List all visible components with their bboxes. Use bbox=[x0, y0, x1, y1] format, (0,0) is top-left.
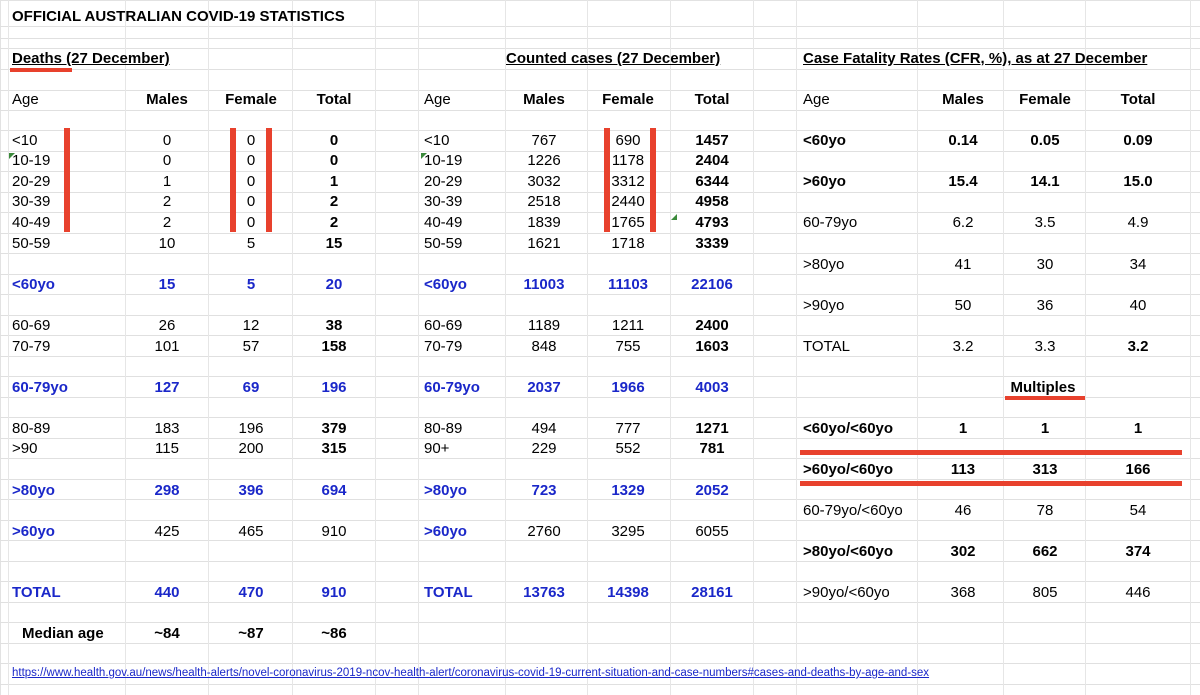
multiples-cell-total: 374 bbox=[1125, 543, 1151, 560]
highlight-bar-top bbox=[800, 450, 1182, 455]
deaths-cell-age: TOTAL bbox=[12, 584, 61, 601]
cases-cell-total: 781 bbox=[699, 440, 725, 457]
deaths-cell-males: 127 bbox=[154, 379, 180, 396]
cases-cell-female: 2440 bbox=[611, 193, 645, 210]
cases-cell-age: 70-79 bbox=[424, 338, 463, 355]
cfr-header-age: Age bbox=[803, 91, 830, 108]
sheet-title: OFFICIAL AUSTRALIAN COVID-19 STATISTICS bbox=[12, 8, 345, 25]
deaths-cell-female: 0 bbox=[246, 214, 256, 231]
multiples-cell-female: 313 bbox=[1032, 461, 1058, 478]
deaths-cell-female: 0 bbox=[246, 152, 256, 169]
cases-cell-total: 28161 bbox=[691, 584, 733, 601]
column-line bbox=[1190, 0, 1191, 695]
cases-cell-males: 767 bbox=[531, 132, 557, 149]
deaths-cell-age: >90 bbox=[12, 440, 38, 457]
row-line bbox=[0, 417, 1200, 418]
deaths-cell-males: 0 bbox=[162, 152, 172, 169]
row-line bbox=[0, 581, 1200, 582]
cases-cell-female: 552 bbox=[615, 440, 641, 457]
deaths-cell-males: 0 bbox=[162, 132, 172, 149]
multiples-cell-female: 805 bbox=[1032, 584, 1058, 601]
cases-cell-female: 755 bbox=[615, 338, 641, 355]
cfr-cell-total: 3.2 bbox=[1127, 338, 1149, 355]
multiples-cell-total: 1 bbox=[1133, 420, 1143, 437]
cfr-cell-female: 14.1 bbox=[1030, 173, 1060, 190]
deaths-cell-age: 60-69 bbox=[12, 317, 51, 334]
cfr-cell-female: 3.3 bbox=[1034, 338, 1056, 355]
deaths-cell-female: 12 bbox=[242, 317, 260, 334]
cases-cell-total: 1603 bbox=[695, 338, 729, 355]
multiples-cell-age: 60-79yo/<60yo bbox=[803, 502, 903, 519]
column-line bbox=[8, 0, 9, 695]
multiples-heading: Multiples bbox=[1010, 379, 1076, 396]
cfr-cell-female: 36 bbox=[1036, 297, 1054, 314]
column-line bbox=[1085, 0, 1086, 695]
cases-cell-female: 1178 bbox=[611, 152, 645, 169]
cfr-header-total: Total bbox=[1120, 91, 1156, 108]
cases-cell-female: 1329 bbox=[611, 482, 645, 499]
deaths-cell-total: 2 bbox=[329, 214, 339, 231]
column-line bbox=[292, 0, 293, 695]
row-line bbox=[0, 376, 1200, 377]
highlight-bar-bottom bbox=[800, 481, 1182, 486]
cfr-cell-age: <60yo bbox=[803, 132, 846, 149]
row-line bbox=[0, 69, 1200, 70]
row-line bbox=[0, 294, 1200, 295]
multiples-cell-males: 113 bbox=[950, 461, 976, 478]
cases-cell-males: 1621 bbox=[527, 235, 561, 252]
cases-cell-males: 13763 bbox=[523, 584, 565, 601]
cases-cell-males: 1226 bbox=[527, 152, 561, 169]
cases-cell-age: >60yo bbox=[424, 523, 467, 540]
deaths-cell-total: 2 bbox=[329, 193, 339, 210]
row-line bbox=[0, 171, 1200, 172]
multiples-cell-males: 368 bbox=[950, 584, 976, 601]
deaths-female-marker-right bbox=[266, 128, 272, 232]
multiples-cell-female: 78 bbox=[1036, 502, 1054, 519]
cfr-cell-female: 30 bbox=[1036, 256, 1054, 273]
cases-cell-total: 6344 bbox=[695, 173, 729, 190]
cases-cell-age: <60yo bbox=[424, 276, 467, 293]
deaths-cell-males: 115 bbox=[155, 440, 179, 457]
row-line bbox=[0, 315, 1200, 316]
median-age-males: ~84 bbox=[154, 625, 180, 642]
cases-cell-males: 2037 bbox=[527, 379, 561, 396]
cases-header-female: Female bbox=[602, 91, 654, 108]
row-line bbox=[0, 479, 1200, 480]
deaths-heading: Deaths (27 December) bbox=[12, 50, 170, 67]
cases-cell-age: 20-29 bbox=[424, 173, 463, 190]
cases-cell-males: 1839 bbox=[527, 214, 561, 231]
cases-cell-female: 3312 bbox=[611, 173, 645, 190]
row-line bbox=[0, 438, 1200, 439]
multiples-cell-total: 166 bbox=[1125, 461, 1151, 478]
deaths-cell-female: 69 bbox=[242, 379, 260, 396]
multiples-underline bbox=[1005, 396, 1085, 400]
cfr-cell-age: >60yo bbox=[803, 173, 846, 190]
cases-header-males: Males bbox=[523, 91, 565, 108]
deaths-cell-males: 26 bbox=[158, 317, 176, 334]
cases-cell-female: 11103 bbox=[607, 276, 649, 293]
column-line bbox=[505, 0, 506, 695]
row-line bbox=[0, 233, 1200, 234]
deaths-cell-total: 910 bbox=[321, 584, 347, 601]
column-line bbox=[796, 0, 797, 695]
median-age-label: Median age bbox=[22, 625, 104, 642]
deaths-cell-total: 196 bbox=[321, 379, 347, 396]
cases-cell-age: TOTAL bbox=[424, 584, 473, 601]
row-line bbox=[0, 192, 1200, 193]
row-line bbox=[0, 540, 1200, 541]
cases-cell-age: 60-69 bbox=[424, 317, 463, 334]
deaths-cell-age: 80-89 bbox=[12, 420, 51, 437]
deaths-cell-males: 183 bbox=[154, 420, 180, 437]
cfr-cell-males: 6.2 bbox=[952, 214, 974, 231]
deaths-cell-males: 1 bbox=[162, 173, 172, 190]
cases-cell-total: 4958 bbox=[695, 193, 729, 210]
deaths-cell-age: 60-79yo bbox=[12, 379, 68, 396]
cfr-cell-age: 60-79yo bbox=[803, 214, 858, 231]
cfr-header-female: Female bbox=[1019, 91, 1071, 108]
cfr-cell-total: 40 bbox=[1129, 297, 1147, 314]
column-line bbox=[670, 0, 671, 695]
cases-cell-males: 494 bbox=[531, 420, 557, 437]
deaths-cell-total: 694 bbox=[321, 482, 347, 499]
cfr-cell-males: 50 bbox=[954, 297, 972, 314]
cases-cell-total: 1457 bbox=[695, 132, 729, 149]
multiples-cell-age: <60yo/<60yo bbox=[803, 420, 894, 437]
cfr-cell-males: 0.14 bbox=[948, 132, 978, 149]
deaths-header-total: Total bbox=[316, 91, 352, 108]
row-line bbox=[0, 38, 1200, 39]
row-line bbox=[0, 151, 1200, 152]
cases-cell-female: 1765 bbox=[611, 214, 645, 231]
cases-heading: Counted cases (27 December) bbox=[506, 50, 721, 67]
cases-cell-males: 723 bbox=[531, 482, 557, 499]
cases-cell-total: 2052 bbox=[695, 482, 729, 499]
deaths-cell-total: 315 bbox=[321, 440, 347, 457]
cases-cell-males: 848 bbox=[531, 338, 557, 355]
cases-header-age: Age bbox=[424, 91, 451, 108]
column-line bbox=[587, 0, 588, 695]
cfr-cell-female: 0.05 bbox=[1030, 132, 1060, 149]
cases-female-marker-right bbox=[650, 128, 656, 232]
cfr-cell-males: 3.2 bbox=[952, 338, 974, 355]
cases-cell-total: 4003 bbox=[695, 379, 729, 396]
comment-marker bbox=[671, 214, 677, 220]
comment-marker bbox=[421, 153, 427, 159]
deaths-cell-age: 50-59 bbox=[12, 235, 51, 252]
deaths-cell-males: 440 bbox=[154, 584, 180, 601]
deaths-cell-female: 470 bbox=[238, 584, 264, 601]
deaths-cell-female: 57 bbox=[242, 338, 260, 355]
column-line bbox=[125, 0, 126, 695]
row-line bbox=[0, 253, 1200, 254]
deaths-cell-age: <60yo bbox=[12, 276, 55, 293]
cfr-cell-total: 4.9 bbox=[1127, 214, 1149, 231]
row-line bbox=[0, 622, 1200, 623]
deaths-cell-total: 379 bbox=[321, 420, 347, 437]
cases-cell-female: 14398 bbox=[607, 584, 649, 601]
cfr-cell-age: >90yo bbox=[803, 297, 845, 314]
deaths-age-marker bbox=[64, 128, 70, 232]
cases-cell-total: 2404 bbox=[695, 152, 729, 169]
multiples-cell-males: 1 bbox=[958, 420, 968, 437]
deaths-header-age: Age bbox=[12, 91, 39, 108]
median-age-total: ~86 bbox=[321, 625, 347, 642]
row-line bbox=[0, 110, 1200, 111]
cases-cell-female: 1966 bbox=[611, 379, 645, 396]
deaths-heading-underline bbox=[10, 68, 72, 72]
cases-cell-female: 690 bbox=[615, 132, 641, 149]
deaths-cell-female: 5 bbox=[246, 276, 256, 293]
cases-cell-age: 80-89 bbox=[424, 420, 463, 437]
cfr-cell-total: 15.0 bbox=[1123, 173, 1153, 190]
cases-cell-males: 2518 bbox=[527, 193, 561, 210]
multiples-cell-female: 1 bbox=[1040, 420, 1050, 437]
cases-header-total: Total bbox=[694, 91, 730, 108]
cases-cell-age: 30-39 bbox=[424, 193, 463, 210]
multiples-cell-age: >90yo/<60yo bbox=[803, 584, 890, 601]
deaths-cell-female: 0 bbox=[246, 193, 256, 210]
row-line bbox=[0, 520, 1200, 521]
cfr-cell-age: >80yo bbox=[803, 256, 845, 273]
cases-female-marker-left bbox=[604, 128, 610, 232]
cases-cell-males: 3032 bbox=[527, 173, 561, 190]
cfr-cell-total: 34 bbox=[1129, 256, 1147, 273]
multiples-cell-males: 46 bbox=[954, 502, 972, 519]
deaths-header-female: Female bbox=[225, 91, 277, 108]
cases-cell-males: 229 bbox=[531, 440, 557, 457]
row-line bbox=[0, 499, 1200, 500]
source-link[interactable]: https://www.health.gov.au/news/health-alerts/novel-coronavirus-2019-ncov-health-alert/coronavirus-covid-19-current-situation-and-case-numbers#cases-and-deaths-by-age-and-sex bbox=[12, 667, 930, 679]
cases-cell-total: 22106 bbox=[691, 276, 733, 293]
deaths-cell-total: 0 bbox=[329, 132, 339, 149]
deaths-cell-female: 0 bbox=[246, 132, 256, 149]
deaths-cell-age: 10-19 bbox=[12, 152, 51, 169]
deaths-cell-males: 101 bbox=[154, 338, 180, 355]
cases-cell-age: 90+ bbox=[424, 440, 450, 457]
deaths-cell-total: 38 bbox=[325, 317, 343, 334]
median-age-female: ~87 bbox=[238, 625, 264, 642]
deaths-cell-total: 20 bbox=[325, 276, 343, 293]
deaths-female-marker-left bbox=[230, 128, 236, 232]
multiples-cell-total: 446 bbox=[1125, 584, 1151, 601]
cases-cell-total: 1271 bbox=[695, 420, 729, 437]
row-line bbox=[0, 458, 1200, 459]
cases-cell-female: 1718 bbox=[611, 235, 645, 252]
row-line bbox=[0, 335, 1200, 336]
deaths-cell-age: >80yo bbox=[12, 482, 55, 499]
deaths-cell-total: 910 bbox=[321, 523, 347, 540]
cases-cell-age: 10-19 bbox=[424, 152, 463, 169]
deaths-cell-males: 2 bbox=[162, 193, 172, 210]
deaths-cell-males: 10 bbox=[158, 235, 176, 252]
cases-cell-age: 50-59 bbox=[424, 235, 463, 252]
cases-cell-total: 4793 bbox=[695, 214, 729, 231]
deaths-cell-age: >60yo bbox=[12, 523, 55, 540]
row-line bbox=[0, 643, 1200, 644]
column-line bbox=[208, 0, 209, 695]
row-line bbox=[0, 684, 1200, 685]
deaths-cell-female: 465 bbox=[238, 523, 264, 540]
row-line bbox=[0, 212, 1200, 213]
row-line bbox=[0, 602, 1200, 603]
cases-cell-female: 1211 bbox=[611, 317, 645, 334]
row-line bbox=[0, 274, 1200, 275]
column-line bbox=[753, 0, 754, 695]
cases-cell-total: 6055 bbox=[695, 523, 729, 540]
deaths-cell-total: 15 bbox=[325, 235, 343, 252]
cases-cell-age: >80yo bbox=[424, 482, 467, 499]
column-line bbox=[418, 0, 419, 695]
deaths-cell-males: 2 bbox=[162, 214, 172, 231]
row-line bbox=[0, 26, 1200, 27]
deaths-cell-age: 70-79 bbox=[12, 338, 51, 355]
multiples-cell-total: 54 bbox=[1129, 502, 1147, 519]
cases-cell-female: 3295 bbox=[611, 523, 645, 540]
column-line bbox=[917, 0, 918, 695]
deaths-cell-males: 298 bbox=[154, 482, 180, 499]
cfr-cell-males: 41 bbox=[954, 256, 972, 273]
deaths-cell-female: 200 bbox=[238, 440, 264, 457]
deaths-cell-total: 0 bbox=[329, 152, 339, 169]
deaths-cell-female: 0 bbox=[246, 173, 256, 190]
deaths-cell-female: 396 bbox=[238, 482, 264, 499]
deaths-cell-age: 20-29 bbox=[12, 173, 51, 190]
multiples-cell-age: >80yo/<60yo bbox=[803, 543, 894, 560]
deaths-cell-age: 30-39 bbox=[12, 193, 51, 210]
column-line bbox=[1003, 0, 1004, 695]
deaths-header-males: Males bbox=[146, 91, 188, 108]
cases-cell-males: 11003 bbox=[523, 276, 565, 293]
multiples-cell-age: >60yo/<60yo bbox=[803, 461, 894, 478]
multiples-cell-female: 662 bbox=[1032, 543, 1058, 560]
cfr-cell-age: TOTAL bbox=[803, 338, 850, 355]
row-line bbox=[0, 48, 1200, 49]
deaths-cell-female: 5 bbox=[246, 235, 256, 252]
row-line bbox=[0, 130, 1200, 131]
cases-cell-age: 40-49 bbox=[424, 214, 463, 231]
cases-cell-males: 2760 bbox=[527, 523, 561, 540]
cfr-cell-female: 3.5 bbox=[1034, 214, 1056, 231]
deaths-cell-total: 158 bbox=[321, 338, 347, 355]
cases-cell-males: 1189 bbox=[527, 317, 561, 334]
cfr-cell-males: 15.4 bbox=[948, 173, 978, 190]
deaths-cell-males: 15 bbox=[158, 276, 176, 293]
cfr-heading: Case Fatality Rates (CFR, %), as at 27 December bbox=[803, 50, 1148, 67]
column-line bbox=[375, 0, 376, 695]
comment-marker bbox=[9, 153, 15, 159]
deaths-cell-age: 40-49 bbox=[12, 214, 51, 231]
cfr-cell-total: 0.09 bbox=[1123, 132, 1153, 149]
cases-cell-age: <10 bbox=[424, 132, 450, 149]
row-line bbox=[0, 663, 1200, 664]
cfr-header-males: Males bbox=[942, 91, 984, 108]
deaths-cell-age: <10 bbox=[12, 132, 38, 149]
row-line bbox=[0, 561, 1200, 562]
cases-cell-total: 3339 bbox=[695, 235, 729, 252]
row-line bbox=[0, 356, 1200, 357]
deaths-cell-female: 196 bbox=[238, 420, 264, 437]
deaths-cell-males: 425 bbox=[154, 523, 180, 540]
multiples-cell-males: 302 bbox=[950, 543, 976, 560]
cases-cell-age: 60-79yo bbox=[424, 379, 480, 396]
deaths-cell-total: 1 bbox=[329, 173, 339, 190]
cases-cell-total: 2400 bbox=[695, 317, 729, 334]
cases-cell-female: 777 bbox=[615, 420, 641, 437]
